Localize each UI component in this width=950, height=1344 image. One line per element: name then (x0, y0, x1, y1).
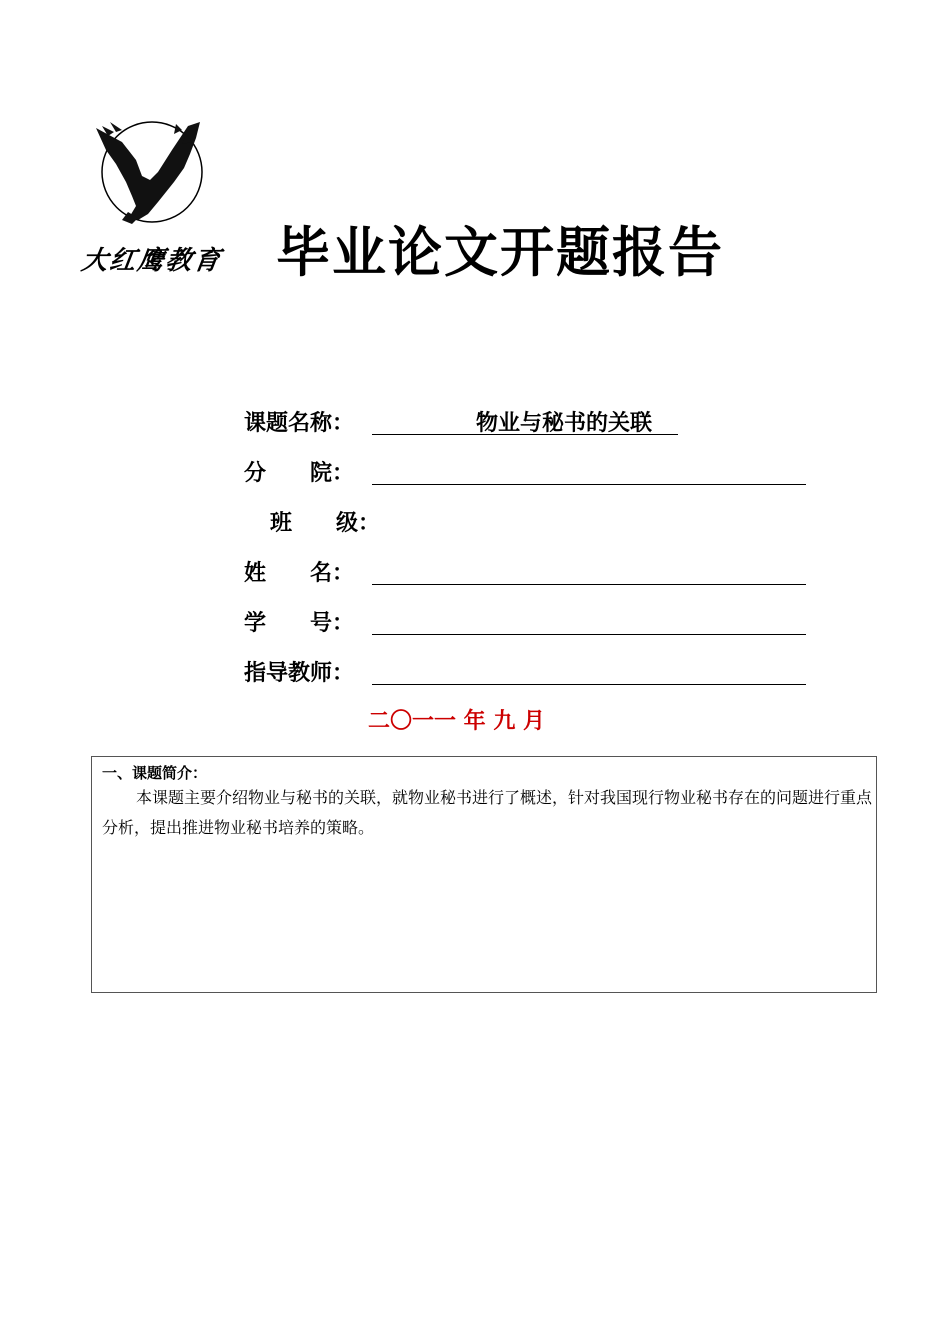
eagle-icon (92, 120, 212, 230)
class-field[interactable] (398, 506, 832, 534)
logo-text: 大红鹰教育 (79, 246, 224, 276)
id-field[interactable] (372, 606, 806, 635)
intro-heading: 一、课题简介： (102, 764, 208, 782)
intro-box (91, 756, 877, 993)
date: 二〇一一 年 九 月 (368, 709, 545, 734)
intro-body: 本课题主要介绍物业与秘书的关联，就物业秘书进行了概述，针对我国现行物业秘书存在的问题进行重点分析，提出推进物业秘书培养的策略。 (102, 788, 873, 837)
name-field[interactable] (372, 556, 806, 585)
advisor-field[interactable] (372, 656, 806, 685)
class-label: 班 级： (270, 511, 381, 536)
topic-label: 课题名称： (244, 411, 355, 436)
id-label: 学 号： (244, 611, 355, 636)
topic-field[interactable] (372, 406, 678, 435)
topic-value: 物业与秘书的关联 (476, 411, 653, 436)
college-label: 分 院： (244, 461, 355, 486)
page-title: 毕业论文开题报告 (276, 221, 724, 284)
advisor-label: 指导教师： (244, 661, 355, 686)
logo (79, 120, 224, 282)
name-label: 姓 名： (244, 561, 355, 586)
college-field[interactable] (372, 456, 806, 485)
